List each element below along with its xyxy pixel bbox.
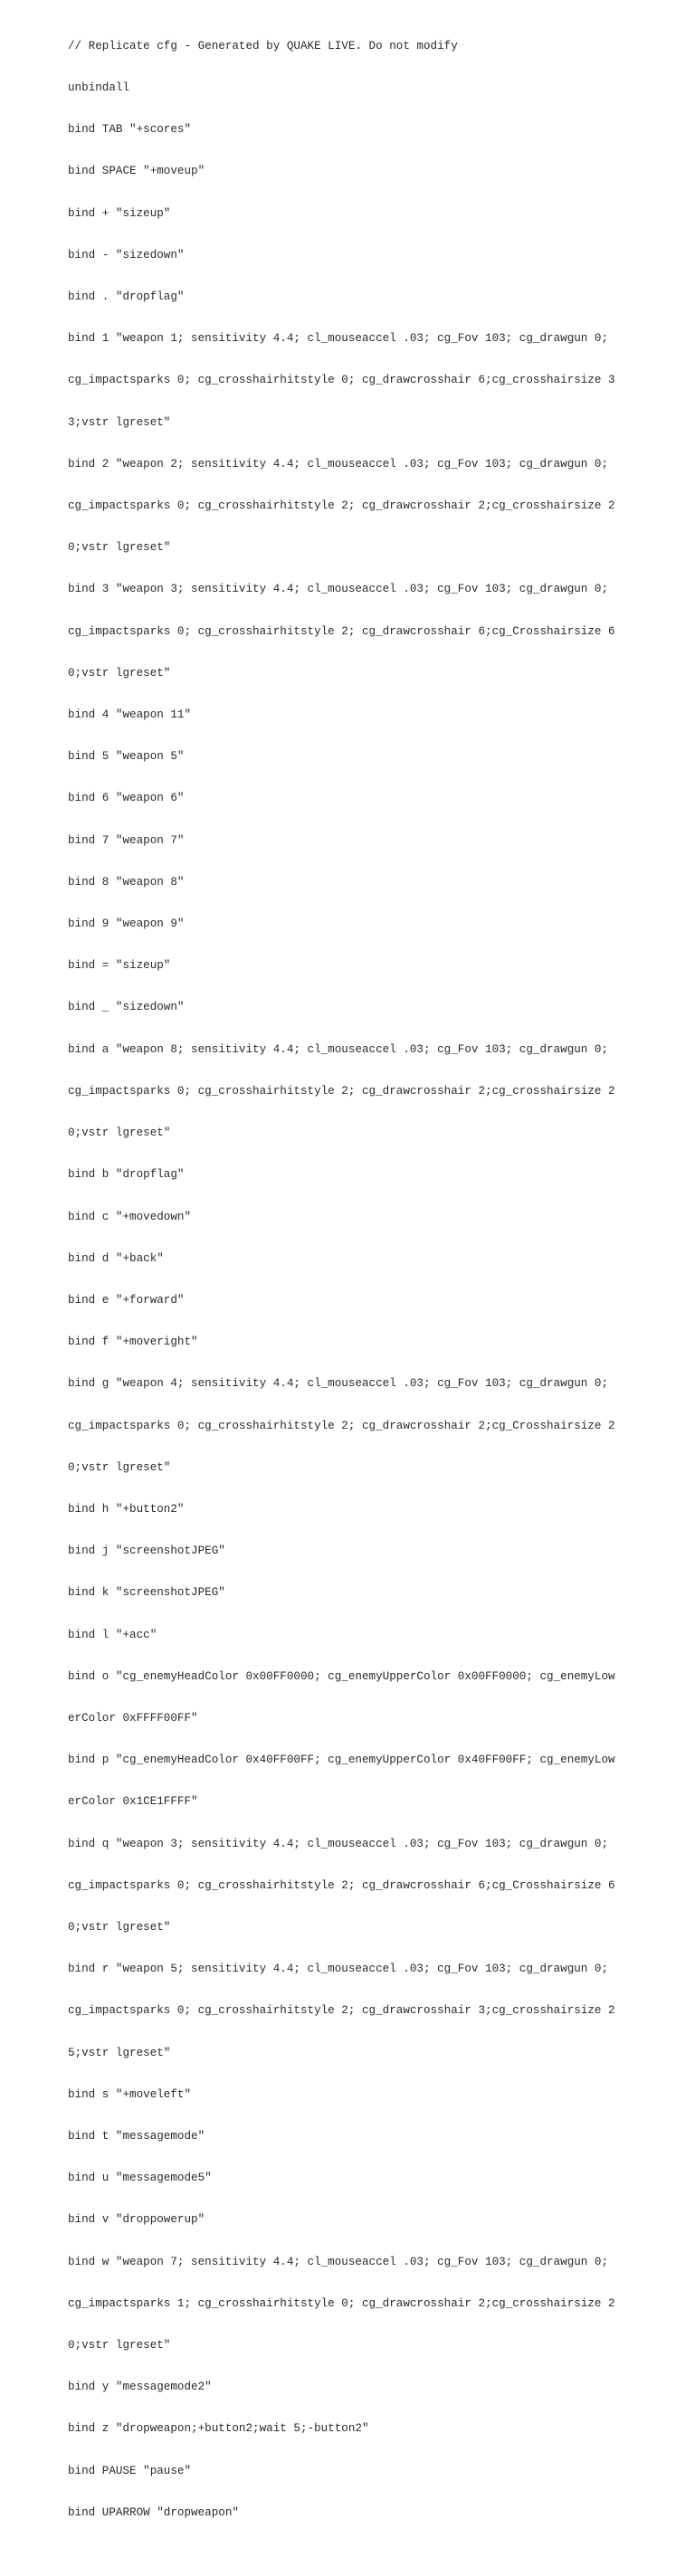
- text-line: [68, 2548, 683, 2562]
- text-line: cg_impactsparks 0; cg_crosshairhitstyle 2; cg_drawcrosshair 3;cg_crosshairsize 2: [68, 2004, 615, 2018]
- text-line: bind k "screenshotJPEG": [68, 1586, 225, 1600]
- text-line: bind 8 "weapon 8": [68, 875, 185, 889]
- text-line: bind 4 "weapon 11": [68, 708, 192, 722]
- text-line: bind a "weapon 8; sensitivity 4.4; cl_mouseaccel .03; cg_Fov 103; cg_drawgun 0;: [68, 1042, 609, 1056]
- text-line: 0;vstr lgreset": [68, 666, 171, 680]
- text-line: erColor 0xFFFF00FF": [68, 1711, 198, 1725]
- text-line: bind w "weapon 7; sensitivity 4.4; cl_mouseaccel .03; cg_Fov 103; cg_drawgun 0;: [68, 2255, 609, 2268]
- text-line: bind h "+button2": [68, 1502, 185, 1516]
- text-line: 0;vstr lgreset": [68, 541, 171, 555]
- text-line: 0;vstr lgreset": [68, 2338, 171, 2352]
- text-line: bind SPACE "+moveup": [68, 165, 205, 178]
- text-line: 0;vstr lgreset": [68, 1460, 171, 1474]
- text-line: bind s "+moveleft": [68, 2087, 192, 2101]
- text-line: bind j "screenshotJPEG": [68, 1545, 225, 1558]
- header-comment-line: // Replicate cfg - Generated by QUAKE LIVE. Do not modify: [68, 39, 458, 52]
- text-line: bind z "dropweapon;+button2;wait 5;-button2": [68, 2422, 369, 2436]
- text-line: bind _ "sizedown": [68, 1001, 185, 1014]
- text-line: bind PAUSE "pause": [68, 2464, 192, 2477]
- text-line: cg_impactsparks 0; cg_crosshairhitstyle 2; cg_drawcrosshair 6;cg_Crosshairsize 6: [68, 1878, 615, 1892]
- config-text-document: [68, 12, 683, 2576]
- text-line: bind UPARROW "dropweapon": [68, 2505, 239, 2519]
- text-line: 0;vstr lgreset": [68, 1126, 171, 1140]
- text-line: bind q "weapon 3; sensitivity 4.4; cl_mouseaccel .03; cg_Fov 103; cg_drawgun 0;: [68, 1837, 609, 1850]
- text-line: bind 5 "weapon 5": [68, 750, 185, 764]
- text-line: bind 3 "weapon 3; sensitivity 4.4; cl_mouseaccel .03; cg_Fov 103; cg_drawgun 0;: [68, 583, 609, 596]
- text-line: bind p "cg_enemyHeadColor 0x40FF00FF; cg_enemyUpperColor 0x40FF00FF; cg_enemyLow: [68, 1754, 615, 1767]
- text-line: bind + "sizeup": [68, 206, 171, 220]
- text-line: cg_impactsparks 0; cg_crosshairhitstyle 2; cg_drawcrosshair 6;cg_Crosshairsize 6: [68, 624, 615, 638]
- text-line: bind TAB "+scores": [68, 123, 192, 137]
- text-line: bind 2 "weapon 2; sensitivity 4.4; cl_mouseaccel .03; cg_Fov 103; cg_drawgun 0;: [68, 457, 609, 471]
- text-line: bind t "messagemode": [68, 2129, 205, 2143]
- text-line: bind f "+moveright": [68, 1336, 198, 1349]
- text-line: unbindall: [68, 81, 130, 95]
- text-line: bind . "dropflag": [68, 290, 185, 304]
- text-line: 5;vstr lgreset": [68, 2046, 171, 2059]
- text-line: cg_impactsparks 0; cg_crosshairhitstyle 2; cg_drawcrosshair 2;cg_crosshairsize 2: [68, 1084, 615, 1098]
- text-line: 3;vstr lgreset": [68, 415, 171, 429]
- text-line: bind = "sizeup": [68, 959, 171, 973]
- text-line: bind o "cg_enemyHeadColor 0x00FF0000; cg_enemyUpperColor 0x00FF0000; cg_enemyLow: [68, 1669, 615, 1683]
- text-line: bind y "messagemode2": [68, 2381, 212, 2394]
- text-line: bind e "+forward": [68, 1293, 185, 1307]
- text-line: cg_impactsparks 0; cg_crosshairhitstyle 2; cg_drawcrosshair 2;cg_Crosshairsize 2: [68, 1419, 615, 1432]
- text-line: bind 9 "weapon 9": [68, 917, 185, 931]
- text-line: erColor 0x1CE1FFFF": [68, 1795, 198, 1809]
- text-line: cg_impactsparks 1; cg_crosshairhitstyle 0; cg_drawcrosshair 2;cg_crosshairsize 2: [68, 2296, 615, 2310]
- text-line: bind b "dropflag": [68, 1168, 185, 1182]
- text-line: bind - "sizedown": [68, 248, 185, 261]
- text-line: cg_impactsparks 0; cg_crosshairhitstyle 2; cg_drawcrosshair 2;cg_crosshairsize 2: [68, 499, 615, 513]
- text-line: bind v "droppowerup": [68, 2213, 205, 2227]
- text-line: bind l "+acc": [68, 1628, 157, 1641]
- text-line: bind 6 "weapon 6": [68, 792, 185, 805]
- text-line: bind g "weapon 4; sensitivity 4.4; cl_mouseaccel .03; cg_Fov 103; cg_drawgun 0;: [68, 1377, 609, 1391]
- text-line: bind 1 "weapon 1; sensitivity 4.4; cl_mouseaccel .03; cg_Fov 103; cg_drawgun 0;: [68, 332, 609, 346]
- text-line: bind d "+back": [68, 1251, 164, 1265]
- text-line: bind u "messagemode5": [68, 2172, 212, 2185]
- text-line: 0;vstr lgreset": [68, 1920, 171, 1934]
- text-line: bind r "weapon 5; sensitivity 4.4; cl_mouseaccel .03; cg_Fov 103; cg_drawgun 0;: [68, 1963, 609, 1976]
- text-line: cg_impactsparks 0; cg_crosshairhitstyle 0; cg_drawcrosshair 6;cg_crosshairsize 3: [68, 374, 615, 387]
- text-line: bind c "+movedown": [68, 1210, 192, 1223]
- text-line: bind 7 "weapon 7": [68, 833, 185, 847]
